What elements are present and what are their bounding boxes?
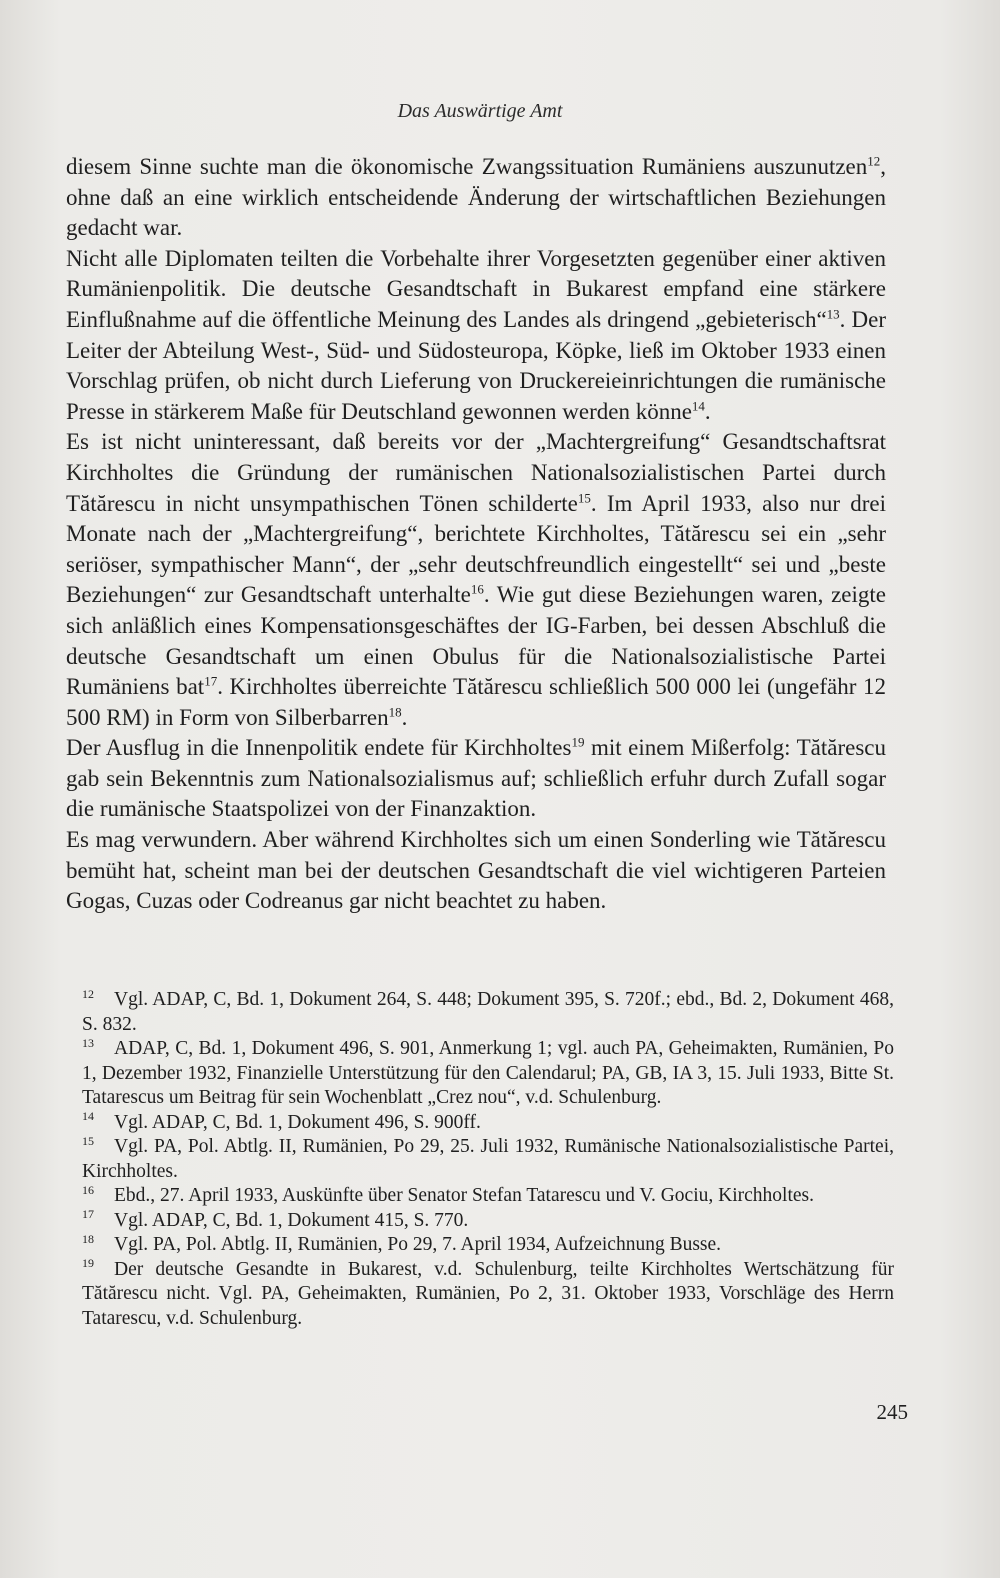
body-paragraph (66, 733, 886, 825)
body-text-run: . (401, 704, 408, 730)
footnote: 16 Ebd., 27. April 1933, Auskünfte über Senator Stefan Tatarescu und V. Gociu, Kirchholtes. (82, 1182, 814, 1206)
body-text-run: . Der Leiter der Abteilung West-, Süd- und Südosteuropa, Köpke, ließ im Oktober 1933 einen Vorschlag prüfen, ob nicht durch Lieferung von Druckereieinrichtungen die rumänische Presse in stärkerem Maße für Deutschland gewonnen werden könne (66, 306, 886, 424)
body-text-run: Der Ausflug in die Innenpolitik endete für Kirchholtes (66, 735, 572, 761)
body-text-run: . Im April 1933, also nur drei Monate nach der „Machtergreifung“, berichtete Kirchholtes, Tătărescu sei ein „sehr seriöser, sympathischer Mann“, der „sehr deutschfreundlich eingestellt“ sei und „beste Beziehungen“ zur Gesandtschaft unterhalte (66, 490, 886, 608)
body-paragraph (66, 244, 886, 428)
body-text-run: mit einem Mißerfolg: Tătărescu gab sein Bekenntnis zum Nationalsozialismus auf; schließlich erfuhr durch Zufall sogar die rumänische Staatspolizei von der Finanzaktion. (66, 735, 886, 822)
footnote-text: Vgl. ADAP, C, Bd. 1, Dokument 415, S. 770. (114, 1209, 469, 1231)
body-text-run: diesem Sinne suchte man die ökonomische Zwangssituation Rumäniens auszunutzen (66, 154, 868, 179)
body-paragraph (66, 152, 886, 244)
footnote-reference: 17 (204, 673, 218, 689)
page-number: 245 (876, 1400, 908, 1424)
footnote: 18 Vgl. PA, Pol. Abtlg. II, Rumänien, Po 29, 7. April 1934, Aufzeichnung Busse. (82, 1231, 722, 1255)
footnote: 17 Vgl. ADAP, C, Bd. 1, Dokument 415, S. 770. (82, 1207, 469, 1231)
footnote-text: Vgl. ADAP, C, Bd. 1, Dokument 264, S. 448; Dokument 395, S. 720f.; ebd., Bd. 2, Dokument 468, S. 832. (82, 989, 894, 1035)
body-text-run: . (704, 398, 711, 424)
body-paragraph (66, 825, 886, 917)
footnote-reference: 15 (577, 489, 591, 505)
footnote-reference: 12 (867, 153, 881, 169)
footnote-reference: 19 (571, 734, 585, 750)
footnote-text: Vgl. PA, Pol. Abtlg. II, Rumänien, Po 29, 25. Juli 1932, Rumänische Nationalsozialistische Partei, Kirchholtes. (82, 1136, 894, 1182)
footnote-text: Der deutsche Gesandte in Bukarest, v.d. Schulenburg, teilte Kirchholtes Wertschätzung für Tătărescu nicht. Vgl. PA, Geheimakten, Rumänien, Po 2, 31. Oktober 1933, Vorschläge des Herrn Tatarescu, v.d. Schulenburg. (82, 1258, 894, 1329)
body-text-run: Es ist nicht uninteressant, daß bereits vor der „Machtergreifung“ Gesandtschaftsrat Kirchholtes die Gründung der rumänischen Nationalsozialistischen Partei durch Tătărescu in nicht unsympathischen Tönen schilderte (66, 429, 886, 516)
footnote: 19 Der deutsche Gesandte in Bukarest, v.d. Schulenburg, teilte Kirchholtes Wertschätzung für Tătărescu nicht. Vgl. PA, Geheimakten, Rumänien, Po 2, 31. Oktober 1933, Vorschläge des Herrn Tatarescu, v.d. Schulenburg. (82, 1256, 894, 1329)
footnote: 15 Vgl. PA, Pol. Abtlg. II, Rumänien, Po 29, 25. Juli 1932, Rumänische Nationalsozialistische Partei, Kirchholtes. (82, 1133, 894, 1182)
body-text (66, 152, 886, 917)
footnotes (82, 988, 894, 1331)
footnote: 14 Vgl. ADAP, C, Bd. 1, Dokument 496, S. 900ff. (82, 1109, 481, 1133)
footnote-text: ADAP, C, Bd. 1, Dokument 496, S. 901, Anmerkung 1; vgl. auch PA, Geheimakten, Rumänien, Po 1, Dezember 1932, Finanzielle Unterstützung für den Calendarul; PA, GB, IA 3, 15. Juli 1933, Bitte St. Tatarescus um Beitrag für sein Wochenblatt „Crez nou“, v.d. Schulenburg. (82, 1038, 894, 1108)
footnote-text: Vgl. ADAP, C, Bd. 1, Dokument 496, S. 900ff. (114, 1111, 481, 1133)
footnote-reference: 18 (388, 704, 402, 720)
footnote-reference: 14 (691, 398, 705, 414)
body-text-run: . Wie gut diese Beziehungen waren, zeigte sich anläßlich eines Kompensationsgeschäftes der IG-Farben, bei dessen Abschluß die deutsche Gesandtschaft um einen Obulus für die Nationalsozialistische Partei Rumäniens bat (66, 582, 886, 700)
footnote: 13 ADAP, C, Bd. 1, Dokument 496, S. 901, Anmerkung 1; vgl. auch PA, Geheimakten, Rumänien, Po 1, Dezember 1932, Finanzielle Unterstützung für den Calendarul; PA, GB, IA 3, 15. Juli 1933, Bitte St. Tatarescus um Beitrag für sein Wochenblatt „Crez nou“, v.d. Schulenburg. (82, 1035, 894, 1108)
body-text-run: . Kirchholtes überreichte Tătărescu schließlich 500 000 lei (ungefähr 12 500 RM) in Form von Silberbarren (66, 674, 886, 730)
footnote-reference: 13 (826, 306, 840, 322)
footnote-text: Ebd., 27. April 1933, Auskünfte über Senator Stefan Tatarescu und V. Gociu, Kirchholtes. (114, 1185, 814, 1206)
footnote: 12 Vgl. ADAP, C, Bd. 1, Dokument 264, S. 448; Dokument 395, S. 720f.; ebd., Bd. 2, Dokument 468, S. 832. (82, 986, 894, 1035)
body-text-run: Nicht alle Diplomaten teilten die Vorbehalte ihrer Vorgesetzten gegenüber einer aktiven Rumänienpolitik. Die deutsche Gesandtschaft in Bukarest empfand eine stärkere Einflußnahme auf die öffentliche Meinung des Landes als dringend „gebieterisch“ (66, 245, 886, 332)
body-text-run: , ohne daß an eine wirklich entscheidende Änderung der wirtschaftlichen Beziehungen gedacht war. (66, 154, 886, 241)
footnote-reference: 16 (470, 581, 484, 597)
body-paragraph (66, 427, 886, 733)
body-text-run: Es mag verwundern. Aber während Kirchholtes sich um einen Sonderling wie Tătărescu bemüht hat, scheint man bei der deutschen Gesandtschaft die viel wichtigeren Parteien Gogas, Cuzas oder Codreanus gar nicht beachtet zu haben. (66, 827, 886, 914)
footnote-text: Vgl. PA, Pol. Abtlg. II, Rumänien, Po 29, 7. April 1934, Aufzeichnung Busse. (114, 1234, 722, 1255)
running-head: Das Auswärtige Amt (397, 100, 563, 122)
